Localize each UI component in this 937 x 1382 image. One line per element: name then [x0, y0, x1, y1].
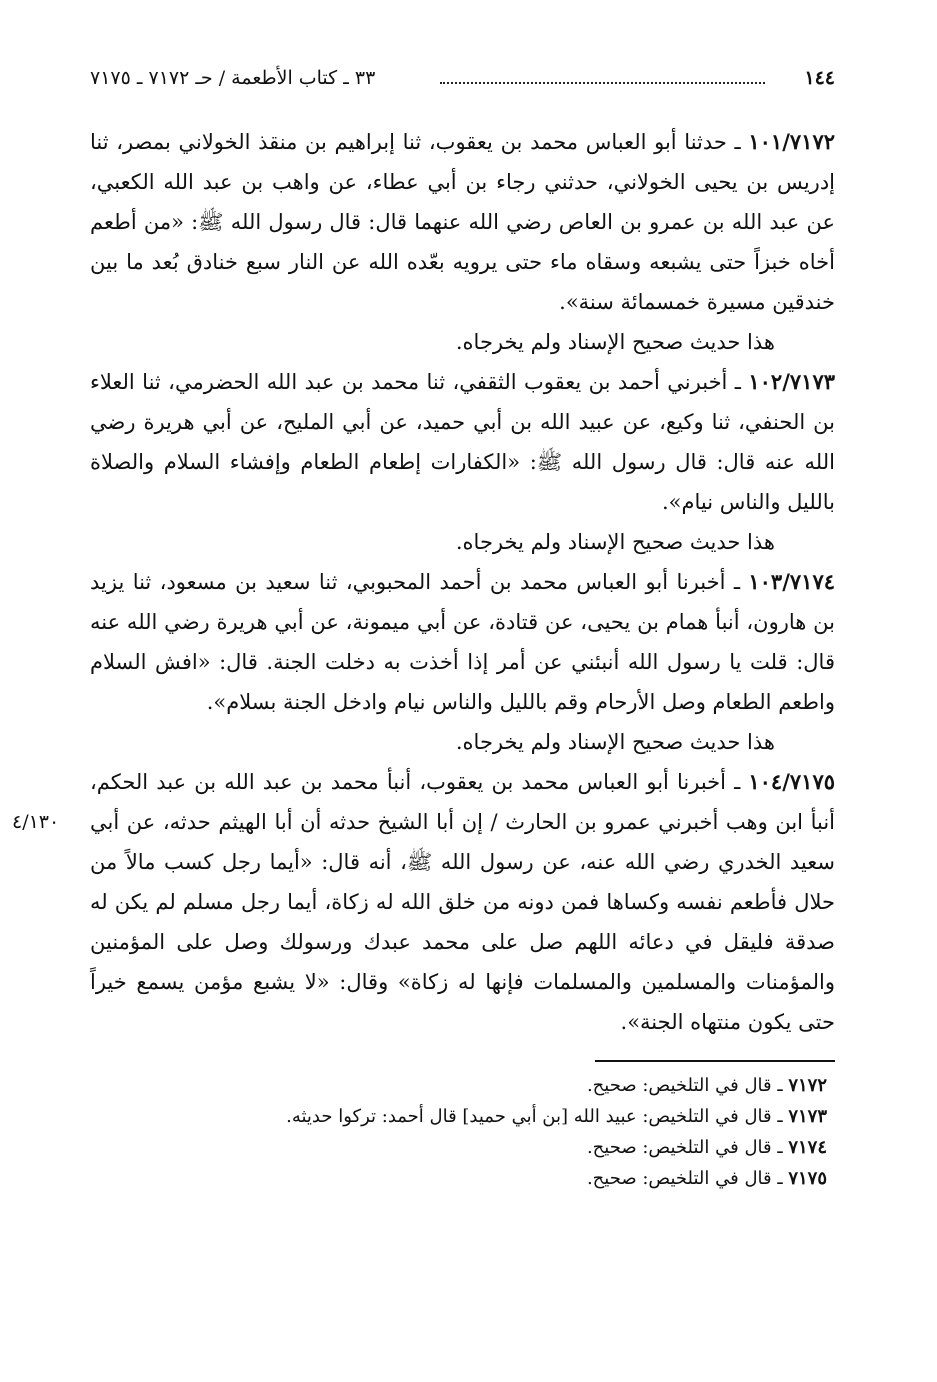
hadith-grading: هذا حديث صحيح الإسناد ولم يخرجاه. — [455, 530, 775, 554]
footnote-item — [90, 1132, 827, 1163]
footnote-text: ـ قال في التلخيص: صحيح. — [586, 1075, 789, 1096]
hadith-grading: هذا حديث صحيح الإسناد ولم يخرجاه. — [455, 330, 775, 354]
main-text — [12, 122, 835, 1042]
footnote-item — [90, 1163, 827, 1194]
hadith-number: ١٠٤/٧١٧٥ — [748, 769, 835, 794]
footnote-number: ٧١٧٢ — [788, 1075, 827, 1096]
hadith-number: ١٠٢/٧١٧٣ — [748, 369, 835, 394]
footnote-number: ٧١٧٣ — [788, 1106, 827, 1127]
hadith-text: ـ حدثنا أبو العباس محمد بن يعقوب، ثنا إبراهيم بن منقذ الخولاني بمصر، ثنا إدريس بن يحيى الخولاني، حدثني رجاء بن أبي عطاء، عن واهب بن عبد الله الكعبي، عن عبد الله بن عمرو بن العاص رضي الله عنهما قال: قال رسول الله ﷺ: «من أطعم أخاه خبزاً حتى يشبعه وسقاه ماء حتى يرويه بعّده الله عن النار سبع خنادق بُعد ما بين خندقين مسيرة خمسمائة سنة». — [90, 130, 835, 314]
footnote-text: ـ قال في التلخيص: صحيح. — [586, 1137, 789, 1158]
running-title: ٣٣ ـ كتاب الأطعمة / حـ ٧١٧٢ ـ ٧١٧٥ — [90, 67, 376, 89]
hadith-paragraph — [90, 122, 835, 322]
header-dotted-leader — [440, 82, 765, 84]
footnote-number: ٧١٧٤ — [788, 1137, 827, 1158]
footnote-separator — [595, 1060, 835, 1062]
footnote-item — [90, 1070, 827, 1101]
hadith-text: ـ أخبرنا أبو العباس محمد بن يعقوب، أنبأ محمد بن عبد الله بن عبد الحكم، أنبأ ابن وهب أخبرني عمرو بن الحارث / إن أبا الشيخ حدثه أن أبا الهيثم حدثه، عن أبي سعيد الخدري رضي الله عنه، عن رسول الله ﷺ، أنه قال: «أيما رجل كسب مالاً من حلال فأطعم نفسه وكساها فمن دونه من خلق الله له زكاة، أيما رجل مسلم لم يكن له صدقة فليقل في دعائه اللهم صل على محمد عبدك ورسولك وصل على المؤمنين والمؤمنات والمسلمين والمسلمات فإنها له زكاة» وقال: «لا يشبع مؤمن يسمع خيراً حتى يكون منتهاه الجنة». — [90, 770, 835, 1034]
hadith-grading: هذا حديث صحيح الإسناد ولم يخرجاه. — [455, 730, 775, 754]
document-page — [12, 60, 835, 1194]
hadith-paragraph — [90, 362, 835, 522]
footnote-text: ـ قال في التلخيص: صحيح. — [586, 1168, 789, 1189]
footnote-text: ـ قال في التلخيص: عبيد الله [بن أبي حميد] قال أحمد: تركوا حديثه. — [286, 1106, 789, 1127]
hadith-text: ـ أخبرني أحمد بن يعقوب الثقفي، ثنا محمد بن عبد الله الحضرمي، ثنا العلاء بن الحنفي، ثنا وكيع، عن عبيد الله بن أبي حميد، عن أبي المليح، عن أبي هريرة رضي الله عنه قال: قال رسول الله ﷺ: «الكفارات إطعام الطعام وإفشاء السلام والصلاة بالليل والناس نيام». — [90, 370, 835, 514]
footnotes — [90, 1070, 835, 1194]
hadith-number: ١٠٣/٧١٧٤ — [748, 569, 835, 594]
footnote-item — [90, 1101, 827, 1132]
page-number: ١٤٤ — [804, 67, 835, 89]
hadith-text: ـ أخبرنا أبو العباس محمد بن أحمد المحبوبي، ثنا سعيد بن مسعود، ثنا يزيد بن هارون، أنبأ همام بن يحيى، عن قتادة، عن أبي ميمونة، عن أبي هريرة رضي الله عنه قال: قلت يا رسول الله أنبئني عن أمر إذا أخذت به دخلت الجنة. قال: «افش السلام واطعم الطعام وصل الأرحام وقم بالليل والناس نيام وادخل الجنة بسلام». — [90, 570, 835, 714]
hadith-number: ١٠١/٧١٧٢ — [748, 129, 835, 154]
hadith-paragraph — [90, 562, 835, 722]
page-header — [90, 60, 835, 96]
footnote-number: ٧١٧٥ — [788, 1168, 827, 1189]
hadith-paragraph — [90, 762, 835, 1042]
hadith-block — [12, 762, 835, 1042]
margin-reference: ٤/١٣٠ — [12, 811, 60, 833]
